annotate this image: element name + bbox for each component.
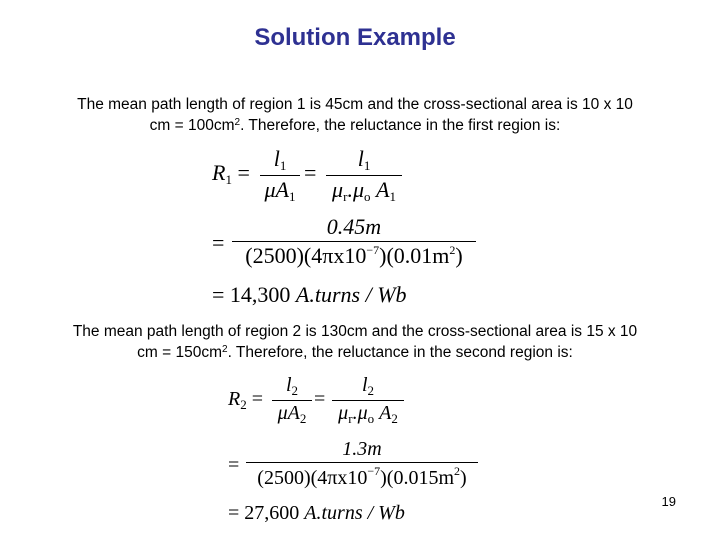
subscript: 1 <box>225 172 232 187</box>
denominator: $\mu_r.\mu_o$ $A_1$ <box>332 177 396 204</box>
fraction-bar <box>260 175 300 176</box>
numerator: 0.45m <box>326 214 382 239</box>
fraction-3 <box>246 438 478 490</box>
numerator: $l_2$ <box>361 374 375 398</box>
result-value: = 14,300 <box>212 282 291 307</box>
denominator: $\mu_r.\mu_o$ $A_2$ <box>338 402 398 426</box>
symbol-R: R <box>212 160 226 185</box>
slide-title: Solution Example <box>254 24 456 51</box>
result-unit: A.turns / Wb <box>295 282 407 307</box>
fraction-bar <box>332 400 404 401</box>
paragraph-line <box>20 115 690 136</box>
equals-sign: = <box>314 388 326 410</box>
text-run: . Therefore, the reluctance in the second region is: <box>227 344 573 361</box>
equation-lhs: $R_2$ = <box>228 388 263 412</box>
equation-region-2 <box>226 368 526 528</box>
fraction-2 <box>332 374 404 427</box>
equals-sign: = <box>304 160 317 185</box>
page-number: 19 <box>661 494 676 509</box>
fraction-3 <box>232 214 476 269</box>
denominator: $(2500)(4\pi x10^{-7})(0.01m^2)$ <box>245 243 463 268</box>
equals-sign: = <box>228 454 240 476</box>
fraction-1 <box>272 374 312 427</box>
symbol-R: R <box>228 388 241 410</box>
paragraph-line: The mean path length of region 2 is 130cm and the cross-sectional area is 15 x 10 <box>72 323 638 340</box>
denominator: $\mu A_1$ <box>264 177 296 204</box>
paragraph-line: The mean path length of region 1 is 45cm and the cross-sectional area is 10 x 10 <box>77 96 633 113</box>
fraction-bar <box>232 241 476 242</box>
fraction-bar <box>326 175 402 176</box>
result-value: = 27,600 <box>228 502 300 524</box>
numerator: $l_1$ <box>273 146 287 173</box>
result-unit: A.turns / Wb <box>304 502 405 524</box>
paragraph-region-1 <box>20 94 690 136</box>
text-run: . Therefore, the reluctance in the first region is: <box>240 117 561 134</box>
denominator: $\mu A_2$ <box>277 402 307 426</box>
superscript: 2 <box>222 344 228 355</box>
equation-region-1 <box>210 140 510 310</box>
denominator: $(2500)(4\pi x10^{-7})(0.015m^2)$ <box>257 464 467 489</box>
subscript: 2 <box>240 397 247 412</box>
result-line <box>212 282 407 308</box>
superscript: 2 <box>234 117 241 128</box>
equation-lhs: $R_1$ = <box>212 160 250 187</box>
text-run: cm = 150cm <box>137 344 223 361</box>
paragraph-line <box>20 342 690 363</box>
text-run: cm = 100cm <box>149 117 235 134</box>
fraction-bar <box>272 400 312 401</box>
fraction-bar <box>246 462 478 463</box>
numerator: $l_2$ <box>285 374 299 398</box>
numerator: $l_1$ <box>357 146 371 173</box>
result-line <box>228 502 405 525</box>
numerator: 1.3m <box>342 438 382 460</box>
fraction-2 <box>326 146 402 205</box>
equals-sign: = <box>212 230 225 255</box>
paragraph-region-2 <box>20 321 690 363</box>
fraction-1 <box>260 146 300 205</box>
